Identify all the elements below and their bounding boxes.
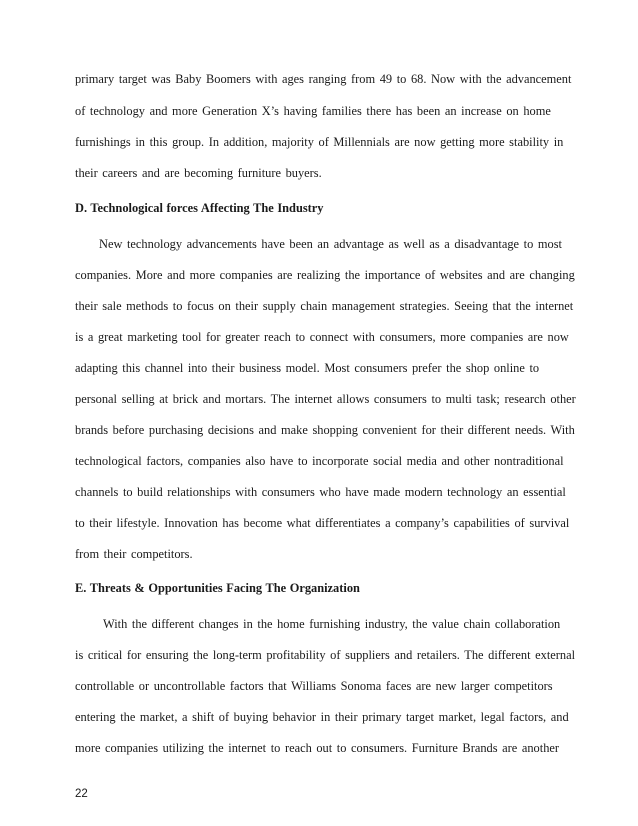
intro-line: of technology and more Generation X’s having families there has been an increase on home: [75, 104, 551, 118]
section-d-line: adapting this channel into their business model. Most consumers prefer the shop online to: [75, 361, 540, 375]
section-e-heading: E. Threats & Opportunities Facing The Organization: [75, 581, 360, 595]
section-d-line: technological factors, companies also have to incorporate social media and other nontraditional: [75, 454, 564, 468]
section-d-heading: D. Technological forces Affecting The Industry: [75, 201, 324, 215]
section-d-line: personal selling at brick and mortars. The internet allows consumers to multi task; research other: [75, 392, 576, 406]
section-d-line: New technology advancements have been an advantage as well as a disadvantage to most: [99, 237, 562, 251]
section-d-line: is a great marketing tool for greater reach to connect with consumers, more companies are now: [75, 330, 569, 344]
section-e-line: is critical for ensuring the long-term profitability of suppliers and retailers. The different external: [75, 648, 576, 662]
section-d-line: their sale methods to focus on their supply chain management strategies. Seeing that the internet: [75, 299, 574, 313]
section-d-line: channels to build relationships with consumers who have made modern technology an essential: [75, 485, 566, 499]
section-d-line: brands before purchasing decisions and make shopping convenient for their different needs. With: [75, 423, 575, 437]
intro-line: furnishings in this group. In addition, majority of Millennials are now getting more stability in: [75, 135, 564, 149]
section-e-line: entering the market, a shift of buying behavior in their primary target market, legal factors, and: [75, 710, 569, 724]
section-d-line: from their competitors.: [75, 547, 193, 561]
intro-line: their careers and are becoming furniture buyers.: [75, 166, 322, 180]
section-e-line: more companies utilizing the internet to reach out to consumers. Furniture Brands are another: [75, 741, 560, 755]
section-e-line: With the different changes in the home furnishing industry, the value chain collaboration: [103, 617, 561, 631]
section-d-line: to their lifestyle. Innovation has become what differentiates a company’s capabilities of survival: [75, 516, 570, 530]
intro-line: primary target was Baby Boomers with ages ranging from 49 to 68. Now with the advancement: [75, 72, 572, 86]
page-number: 22: [75, 788, 88, 800]
section-d-line: companies. More and more companies are realizing the importance of websites and are changing: [75, 268, 575, 282]
section-e-line: controllable or uncontrollable factors that Williams Sonoma faces are new larger competitors: [75, 679, 553, 693]
